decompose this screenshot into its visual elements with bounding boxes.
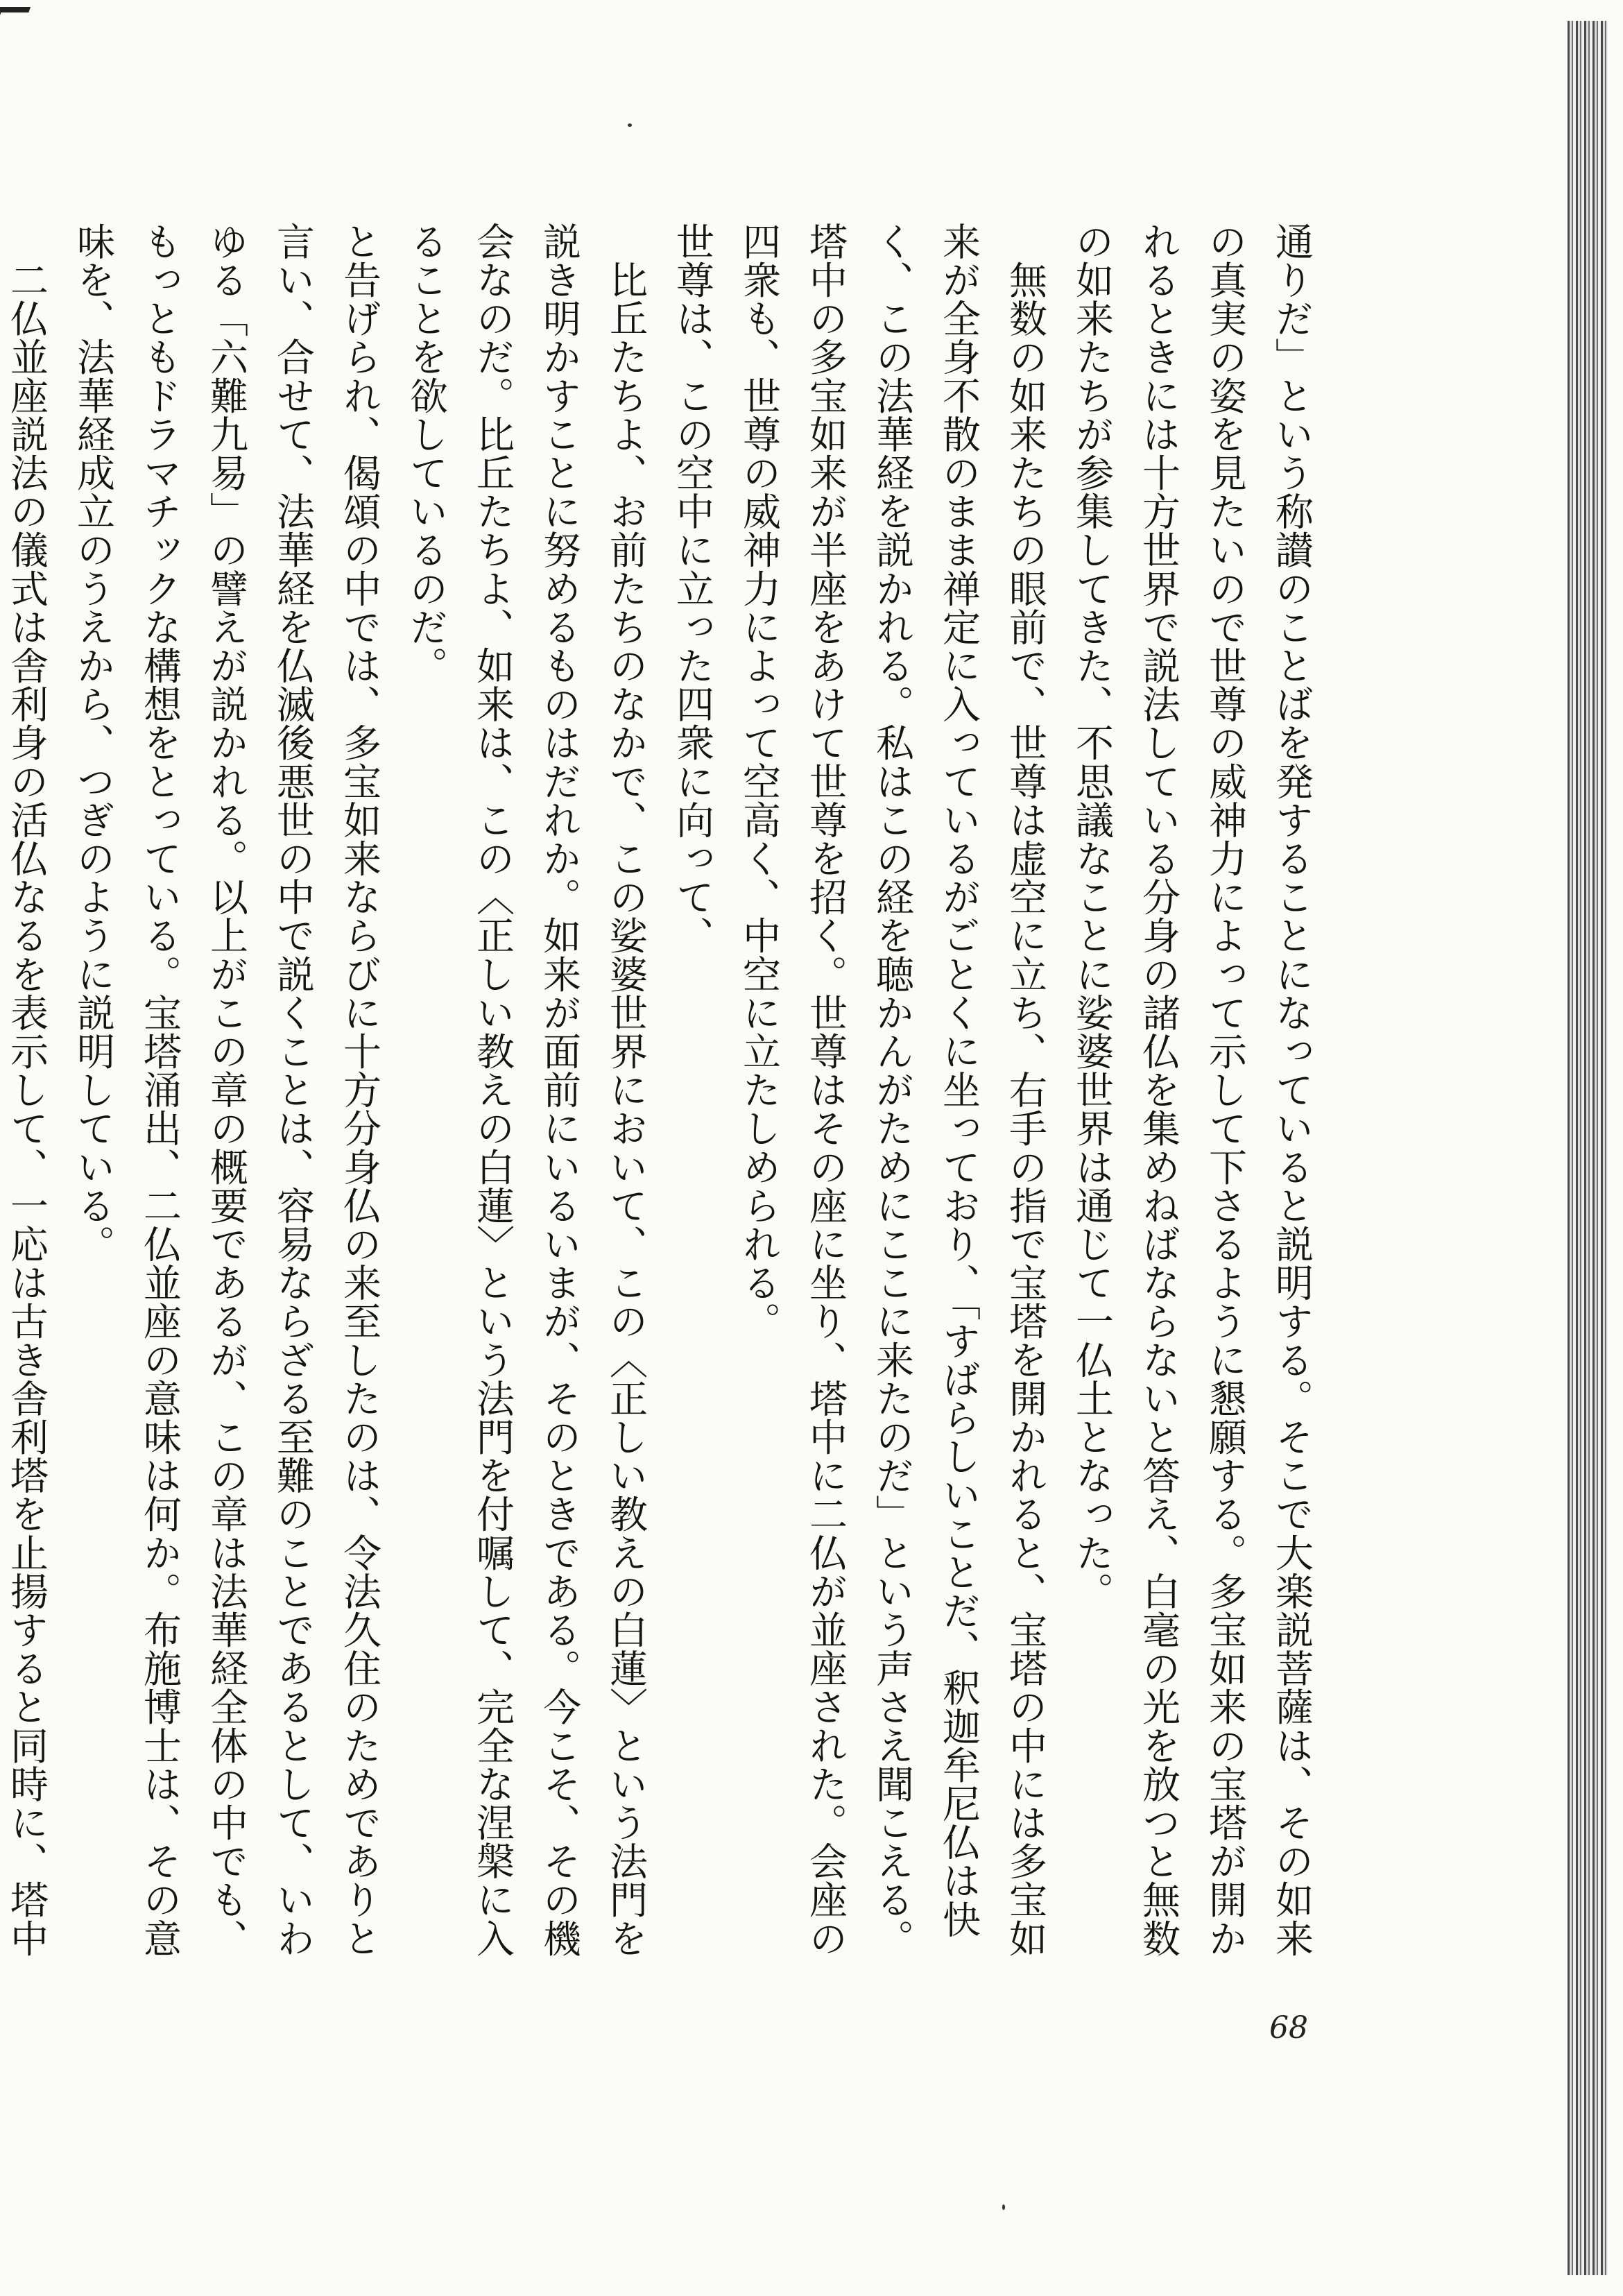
paragraph: 比丘たちよ、お前たちのなかで、この娑婆世界において、この〈正しい教えの白蓮〉という法門を説き明かすことに努めるものはだれか。如来が面前にいるいまが、そのときである。今こそ、その機会なのだ。比丘たちよ、如来は、この〈正しい教えの白蓮〉という法門を付嘱して、完全な涅槃に入ることを欲しているのだ。 [404, 222, 648, 1957]
page-number: 68 [1269, 2010, 1308, 2046]
scan-corner-mark [0, 7, 31, 37]
paragraph: 無数の如来たちの眼前で、世尊は虚空に立ち、右手の指で宝塔を開かれると、宝塔の中には多宝如来が全身不散のまま禅定に入っているがごとくに坐っており、「すばらしいことだ、釈迦牟尼仏は快く、この法華経を説かれる。私はこの経を聴かんがためにここに来たのだ」という声さえ聞こえる。塔中の多宝如来が半座をあけて世尊を招く。世尊はその座に坐り、塔中に二仏が並座された。会座の四衆も、世尊の威神力によって空高く、中空に立たしめられる。 [737, 222, 1047, 1957]
paragraph: 通りだ」という称讃のことばを発することになっていると説明する。そこで大楽説菩薩は、その如来の真実の姿を見たいので世尊の威神力によって示して下さるように懇願する。多宝如来の宝塔が開かれるときには十方世界で説法している分身の諸仏を集めねばならないと答え、白毫の光を放つと無数の如来たちが参集してきた、不思議なことに娑婆世界は通じて一仏土となった。 [1070, 222, 1314, 1957]
scan-speck [1002, 2204, 1005, 2210]
paragraph: 世尊は、この空中に立った四衆に向って、 [670, 222, 714, 955]
book-binding-edge [1568, 21, 1608, 2275]
paragraph: 二仏並座説法の儀式は舎利身の活仏なるを表示して、一応は古き舎利塔を止揚すると同時に、塔中 [4, 260, 49, 1957]
paragraph: と告げられ、偈頌の中では、多宝如来ならびに十方分身仏の来至したのは、令法久住のためでありと言い、合せて、法華経を仏滅後悪世の中で説くことは、容易ならざる至難のことであるとして、いわゆる「六難九易」の譬えが説かれる。以上がこの章の概要であるが、この章は法華経全体の中でも、もっともドラマチックな構想をとっている。宝塔涌出、二仏並座の意味は何か。布施博士は、その意味を、法華経成立のうえから、つぎのように説明している。 [71, 222, 381, 1957]
vertical-body-text [4, 222, 1325, 1970]
scan-speck [628, 123, 632, 127]
